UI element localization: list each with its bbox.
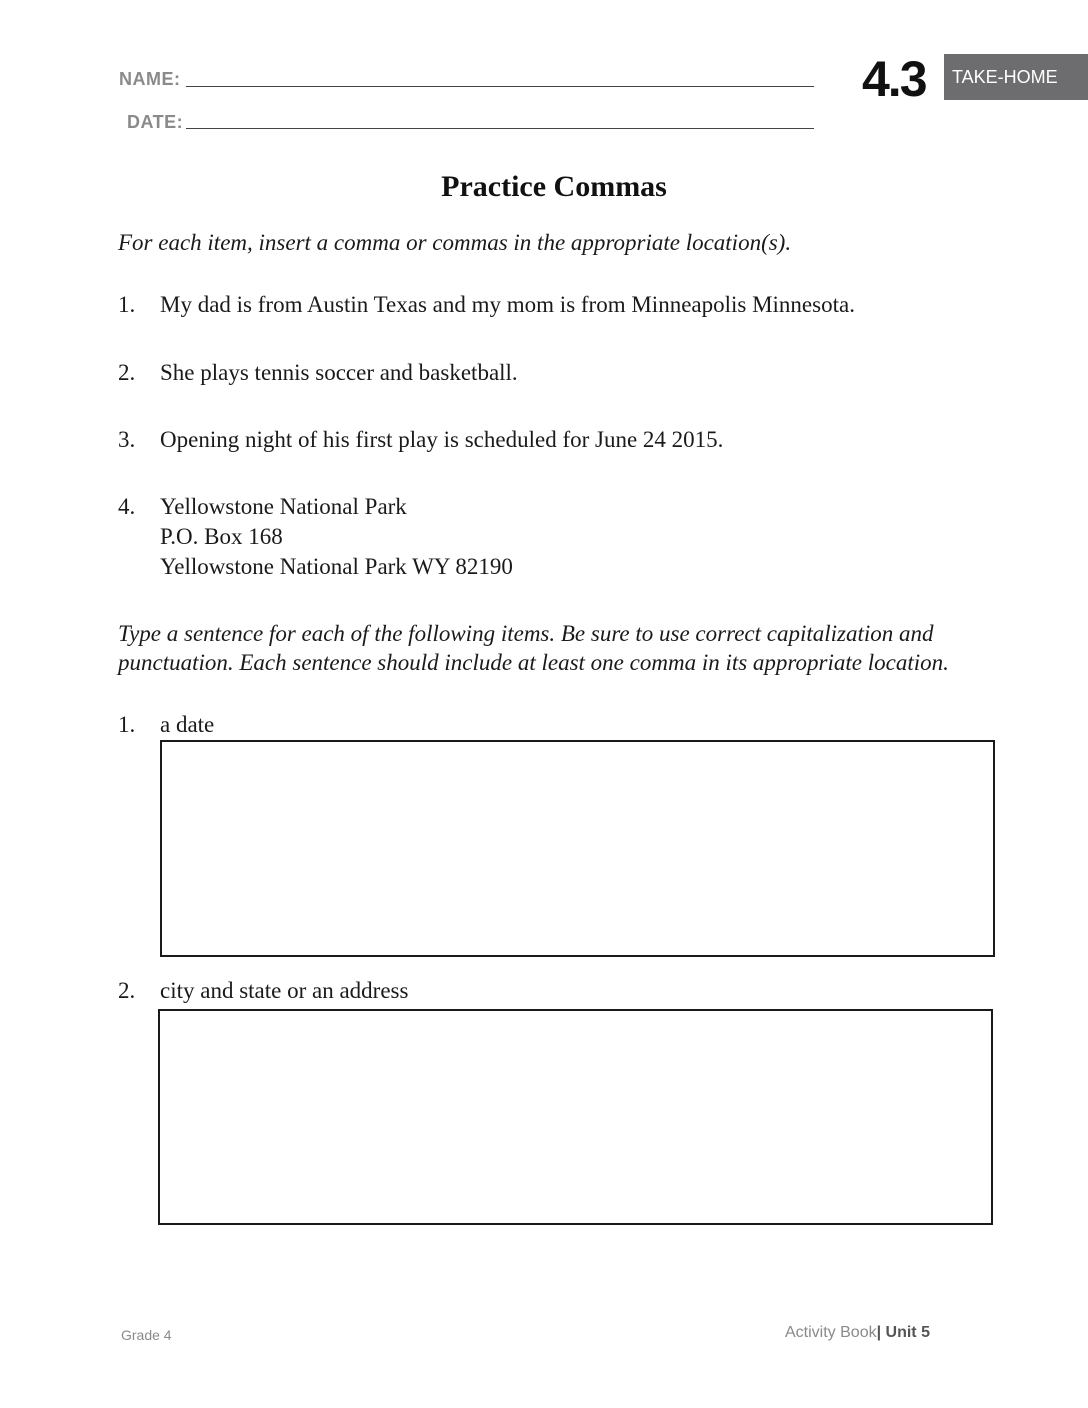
section2-instructions: Type a sentence for each of the following items. Be sure to use correct capitalization and <box>118 621 934 646</box>
address-line: Yellowstone National Park WY 82190 <box>160 554 513 579</box>
item-text: She plays tennis soccer and basketball. <box>160 360 518 385</box>
address-line: Yellowstone National Park <box>160 494 407 519</box>
footer-book-title: Activity Book <box>785 1324 877 1341</box>
prompt-text: city and state or an address <box>160 978 409 1003</box>
date-label: DATE: <box>127 112 184 132</box>
address-line: P.O. Box 168 <box>160 524 283 549</box>
prompt-number: 1. <box>118 712 136 737</box>
answer-box-date[interactable] <box>160 740 995 957</box>
name-line[interactable] <box>186 86 814 87</box>
item-number: 3. <box>118 427 136 452</box>
item-number: 2. <box>118 360 136 385</box>
footer-separator: | <box>876 1324 882 1341</box>
prompt-text: a date <box>160 712 215 737</box>
prompt-number: 2. <box>118 978 136 1003</box>
page-title: Practice Commas <box>441 170 667 203</box>
date-line[interactable] <box>186 128 814 129</box>
footer-grade: Grade 4 <box>121 1327 172 1343</box>
item-number: 4. <box>118 494 136 519</box>
answer-box-address[interactable] <box>158 1009 993 1225</box>
section2-instructions: punctuation. Each sentence should include at least one comma in its appropriate location. <box>118 650 949 675</box>
footer-unit: Unit 5 <box>885 1324 930 1341</box>
footer-book <box>785 1324 930 1342</box>
item-text: Opening night of his first play is scheduled for June 24 2015. <box>160 427 724 452</box>
take-home-tag: TAKE-HOME <box>944 54 1088 100</box>
name-label: NAME: <box>119 69 181 89</box>
item-text: My dad is from Austin Texas and my mom is from Minneapolis Minnesota. <box>160 292 855 317</box>
lesson-number: 4.3 <box>862 51 926 107</box>
section1-instructions: For each item, insert a comma or commas in the appropriate location(s). <box>118 230 792 255</box>
item-number: 1. <box>118 292 136 317</box>
